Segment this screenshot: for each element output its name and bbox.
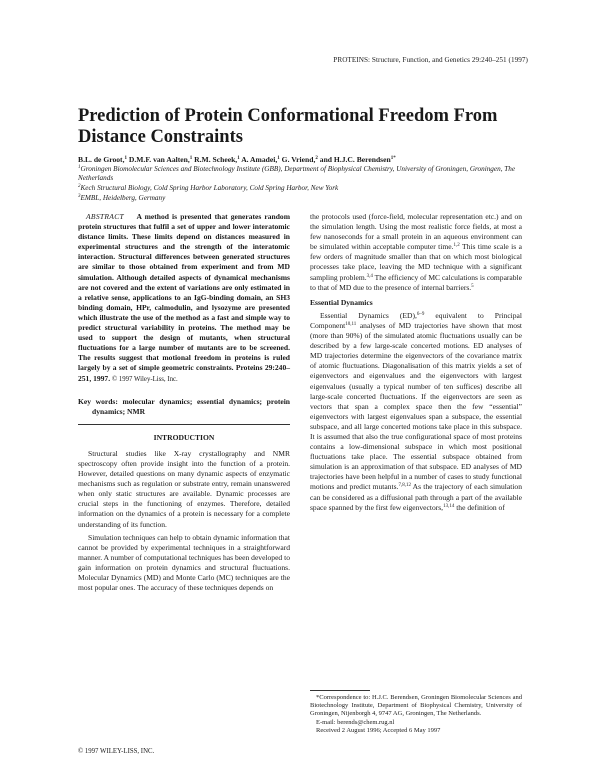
- essential-dynamics-heading: Essential Dynamics: [310, 297, 373, 307]
- body-text: As the trajectory of each simulation can be considered as a diffusional path through a part of the available space spanned by the first few eigenvectors,: [310, 482, 522, 512]
- footnote-divider: [310, 690, 370, 691]
- abstract: [78, 212, 290, 385]
- affiliation-mark: 1: [78, 165, 81, 170]
- affiliation-3: [78, 194, 548, 203]
- paper-title: Prediction of Protein Conformational Freedom From Distance Constraints: [78, 106, 498, 147]
- right-column: [310, 212, 522, 513]
- author-affiliation-mark: 1: [189, 156, 193, 161]
- body-text: This time scale is a few orders of magnitude smaller than that on which most biological processes take place, leaving the MD technique with a significant sampling problem.: [310, 242, 522, 282]
- divider: [78, 424, 290, 425]
- introduction-paragraph: Simulation techniques can help to obtain dynamic information that cannot be provided by experimental techniques in a straightforward manner. A number of computational techniques has been developed to gain information on protein dynamics and structural fluctuations. Molecular Dynamics (MD) and Monte Carlo (MC) techniques are the most popular ones. The accuracy of these techniques depends on: [78, 532, 290, 593]
- author-name: B.L. de Groot,: [78, 155, 125, 164]
- running-head: PROTEINS: Structure, Function, and Genetics 29:240–251 (1997): [333, 56, 528, 64]
- affiliation-mark: 3: [78, 194, 81, 199]
- author-name: D.M.F. van Aalten,: [126, 155, 190, 164]
- body-text: Essential Dynamics (ED),: [320, 310, 417, 320]
- citation-mark: 3,4: [366, 273, 373, 279]
- left-column: [78, 212, 290, 593]
- citation-mark: 6–9: [416, 311, 425, 317]
- introduction-paragraph: Structural studies like X-ray crystallography and NMR spectroscopy often provide insight into the function of a protein. However, detailed questions on many dynamic aspects of enzymatic mechanisms such as regulation or substrate entry, remain unanswered when only static structures are available. Dynamic processes are crucial steps in the functioning of enzymes. Therefore, detailed information on the dynamics of a protein is necessary for a complete understanding of its function.: [78, 448, 290, 529]
- author-affiliation-mark: 1: [237, 156, 240, 161]
- citation-mark: 10,11: [345, 321, 357, 327]
- citation-mark: 7,8,12: [398, 483, 411, 489]
- author-name: G. Vriend,: [279, 155, 316, 164]
- affiliation-mark: 2: [78, 184, 81, 189]
- correspondence-footnote: [310, 694, 522, 735]
- citation-mark: 1,2: [453, 243, 460, 249]
- introduction-heading: INTRODUCTION: [153, 432, 215, 442]
- citation-mark: 13,14: [443, 503, 455, 509]
- abstract-label: ABSTRACT: [86, 212, 125, 221]
- body-text: analyses of MD trajectories have shown that most (more than 90%) of the simulated atomic fluctuations usually can be described by a few large-scale concerted motions. ED analyses of MD trajectories determine the eigenvectors of the covariance matrix of atomic fluctuations. Diagonalisation of this matrix yields a set of eigenvectors and eigenvalues and the eigenvectors with largest eigenvalues (usually a typical number of ten suffices) describe all large-scale concerted fluctuations. If the eigenvectors are seen as vectors that span a complex space then the few “essential” eigenvectors with largest eigenvalues span a subspace, the essential subspace, and all large concerted motions take place in this subspace. It is assumed that also the true configurational space of most proteins contains a low-dimensional subspace in which most positional fluctuations take place. The essential subspace obtained from simulation is an approximation of that subspace. ED analyses of MD trajectories have been helpful in a number of cases to study functional motions and predict mutants.: [310, 320, 522, 492]
- essential-dynamics-paragraph: [310, 311, 522, 513]
- affiliation-text: Kech Structural Biology, Cold Spring Harbor Laboratory, Cold Spring Harbor, New York: [80, 184, 339, 192]
- body-text: the definition of: [454, 502, 505, 512]
- author-list: [78, 155, 548, 165]
- received-dates: Received 2 August 1996; Accepted 6 May 1997: [316, 726, 441, 734]
- body-text: The efficiency of MC calculations is comparable to that of MD due to the presence of internal barriers.: [310, 272, 522, 292]
- continued-paragraph: [310, 212, 522, 293]
- affiliation-text: Groningen Biomolecular Sciences and Biotechnology Institute (GBB), Department of Biophysical Chemistry, University of Groningen, Groningen, The Netherlands: [78, 165, 516, 183]
- author-affiliation-mark: 2: [315, 156, 318, 161]
- author-name: R.M. Scheek,: [192, 155, 238, 164]
- copyright-footer: © 1997 WILEY-LISS, INC.: [78, 748, 155, 755]
- keywords: Key words: molecular dynamics; essential dynamics; protein dynamics; NMR: [78, 396, 290, 416]
- author-name: A. Amadei,: [239, 155, 278, 164]
- correspondence-address: *Correspondence to: H.J.C. Berendsen, Groningen Biomolecular Sciences and Biotechnology Institute, Department of Biophysical Chemistry, University of Groningen, Nijenborgh 4, 9747 AG, Groningen, The Netherlands.: [310, 694, 522, 718]
- author-affiliation-mark: 1*: [390, 156, 396, 161]
- affiliation-text: EMBL, Heidelberg, Germany: [80, 194, 166, 202]
- body-text: the protocols used (force-field, molecular representation etc.) and on the simulation length. Using the most realistic force fields, at most a few nanoseconds for a small protein in an aqueous environment can be simulated within acceptable computer time.: [310, 212, 522, 252]
- correspondence-email: E-mail: berends@chem.rug.nl: [316, 718, 395, 726]
- abstract-body: A method is presented that generates random protein structures that fulfil a set of upper and lower interatomic distance limits. These limits depend on distances measured in experimental structures and the strength of the interatomic interaction. Structural differences between generated structures are similar to those obtained from experiment and from MD simulation. Although detailed aspects of dynamical mechanisms are not covered and the extent of variations are only estimated in a relative sense, applications to an IgG-binding domain, an SH3 binding domain, HPr, calmodulin, and lysozyme are presented which illustrate the use of the method as a fast and simple way to predict structural variability in proteins. The method may be used to support the design of mutants, when structural fluctuations for a large number of mutants are to be screened. The results suggest that motional freedom in proteins is ruled largely by a set of simple geometric constraints. Proteins 29:240–251, 1997.: [78, 212, 290, 383]
- abstract-copyright: © 1997 Wiley-Liss, Inc.: [111, 375, 178, 383]
- author-affiliation-mark: 1: [124, 156, 127, 161]
- author-name: and H.J.C. Berendsen: [317, 155, 391, 164]
- citation-mark: 5: [471, 283, 474, 289]
- body-text: equivalent to Principal Component: [310, 310, 522, 330]
- affiliation-2: [78, 184, 548, 193]
- author-affiliation-mark: 1: [277, 156, 280, 161]
- affiliation-1: [78, 165, 548, 183]
